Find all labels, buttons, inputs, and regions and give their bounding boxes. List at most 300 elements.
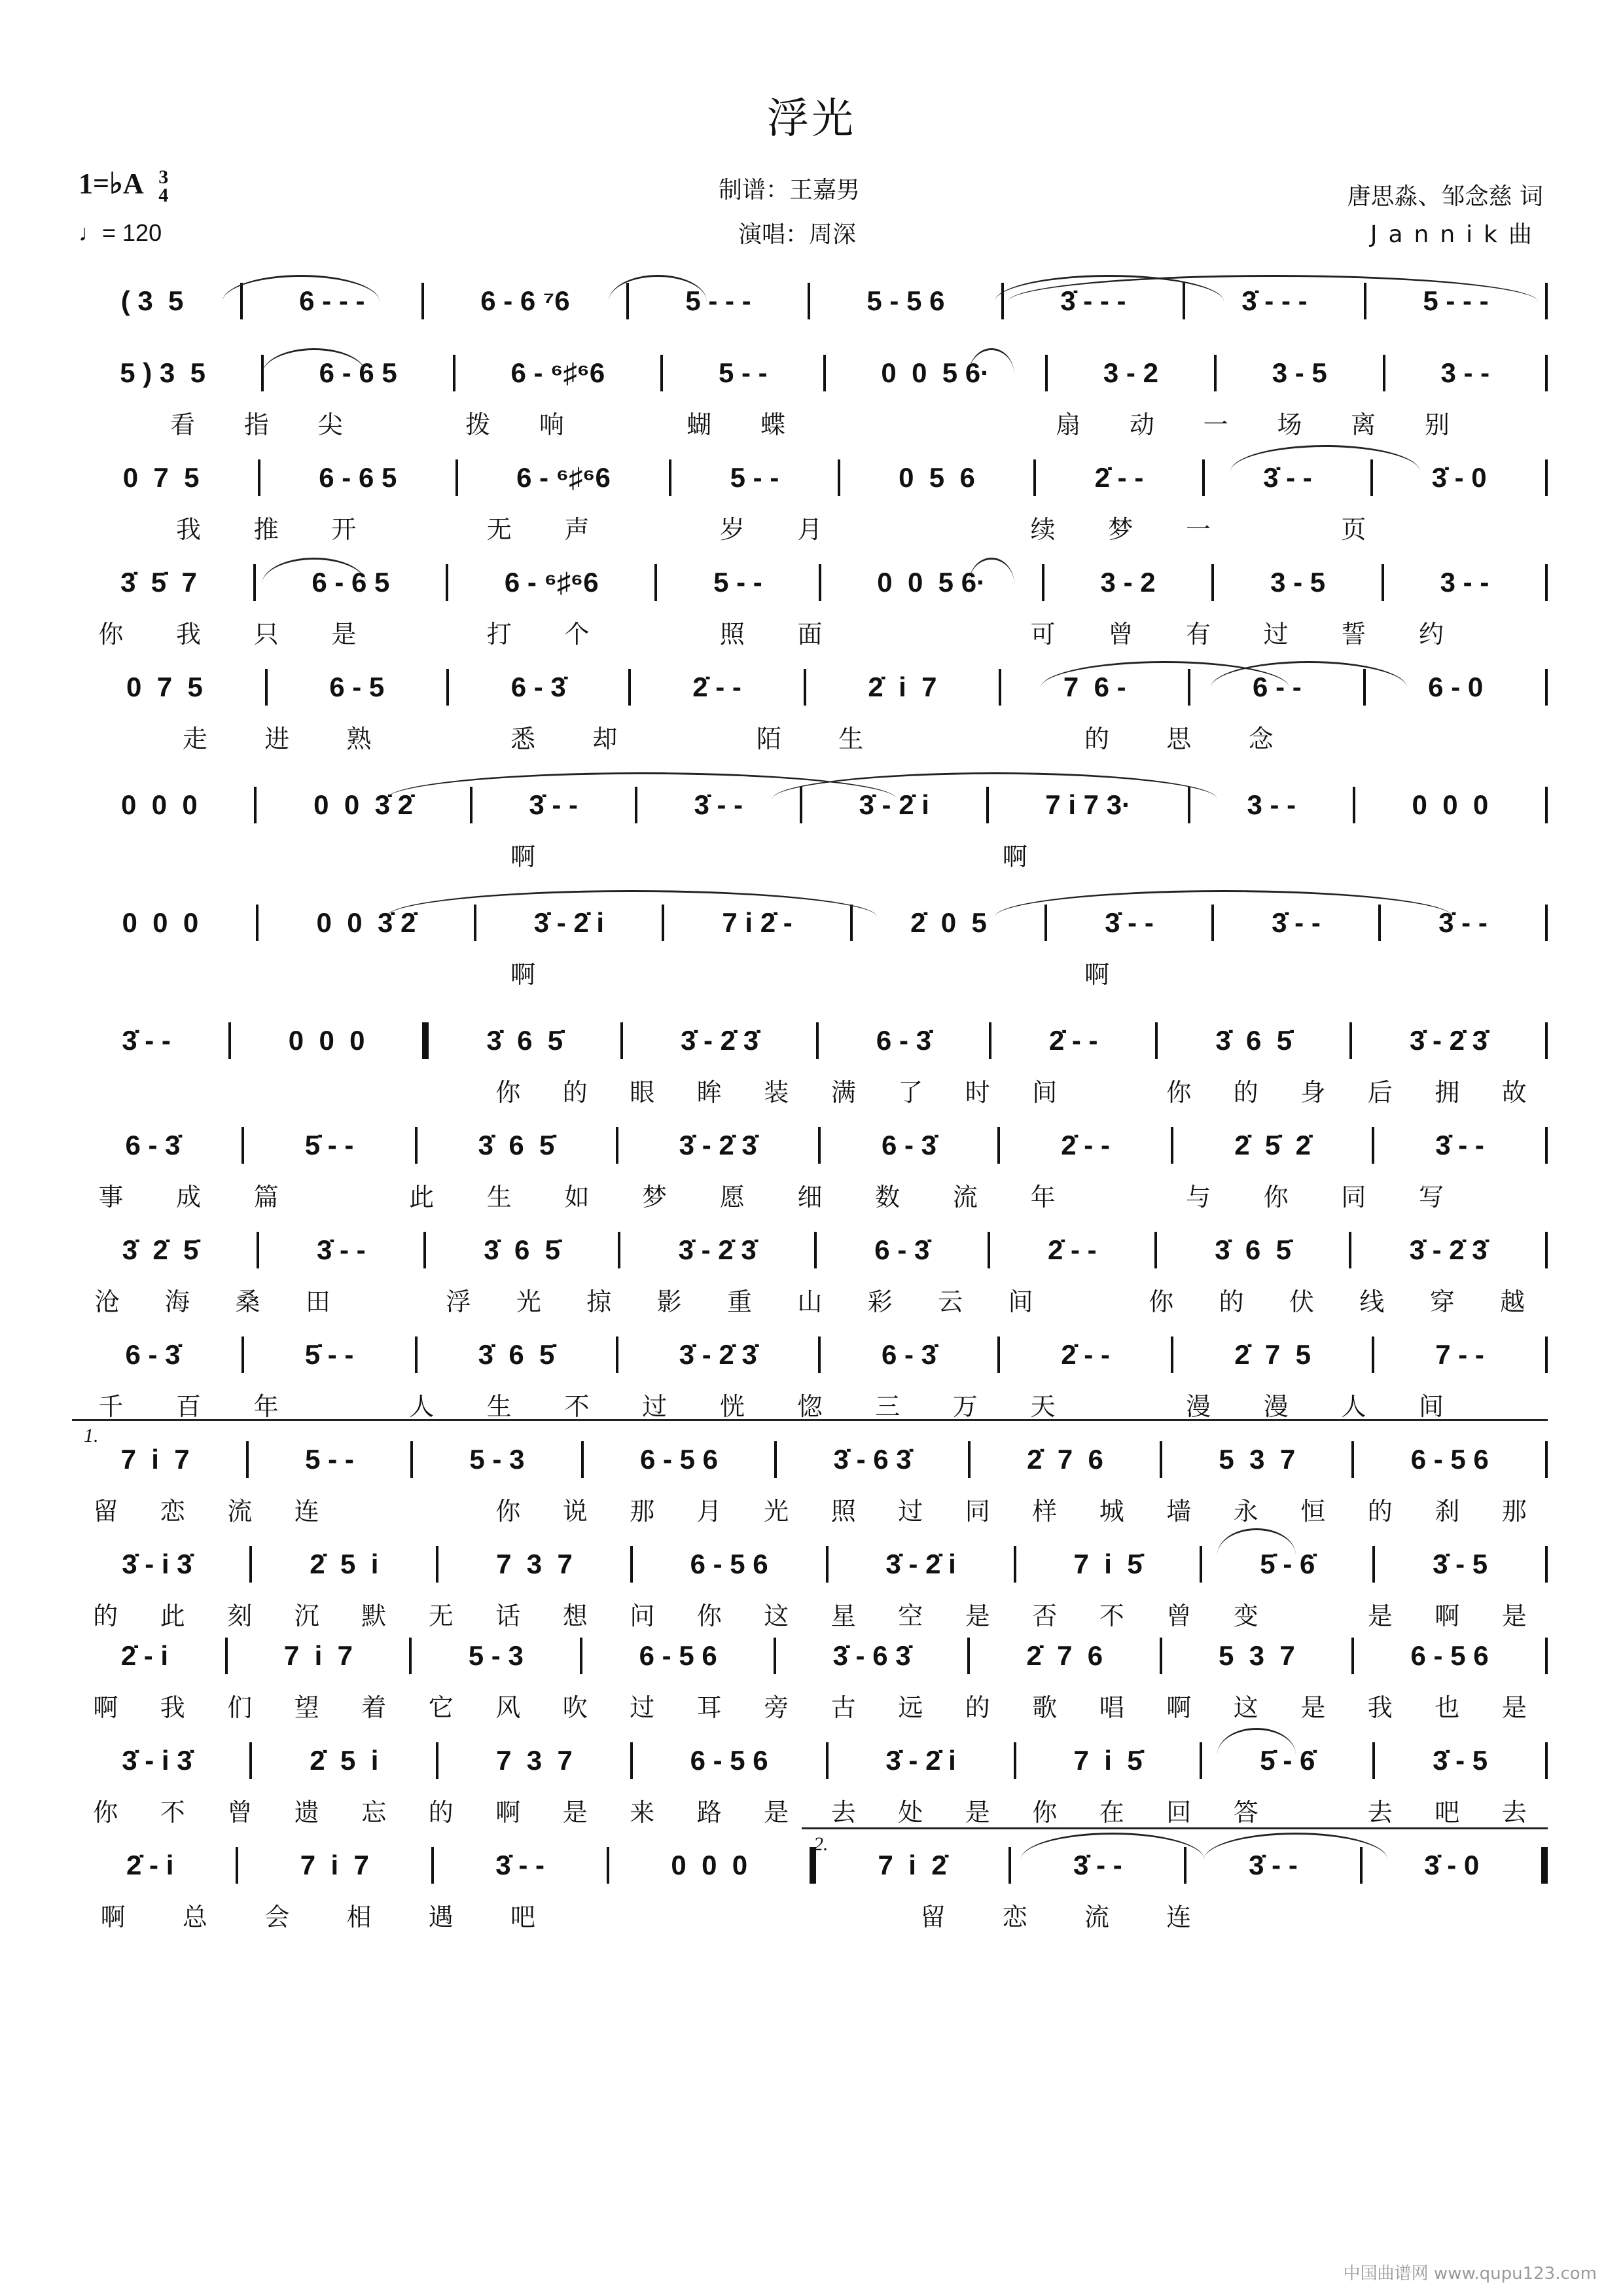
lyric-syllable <box>1393 509 1471 545</box>
lyric-line <box>72 954 1548 990</box>
measure: 2̇ 7 6 <box>1018 1640 1111 1671</box>
key-signature: 1=♭A 3 4 <box>79 166 169 206</box>
measure: 3̇ - - <box>1431 907 1495 938</box>
lyric-syllable: 着 <box>361 1693 387 1722</box>
measure: 2̇ i 7 <box>860 672 945 702</box>
lyric-syllable: 恒 <box>1300 1497 1326 1526</box>
lyric-syllable <box>367 404 441 440</box>
slur-mark <box>1021 1833 1204 1859</box>
lyric-syllable <box>883 404 957 440</box>
lyric-syllable: 的 <box>965 1693 990 1722</box>
lyric-syllable: 无 <box>486 515 512 544</box>
lyric-syllable <box>1220 954 1302 990</box>
lyric-syllable <box>616 509 694 545</box>
lyric-syllable: 穿 <box>1429 1287 1455 1316</box>
measure: 0 0 3̇ 2̇ <box>306 789 421 820</box>
lyric-syllable: 是 <box>1501 1693 1527 1722</box>
lyric-syllable: 我 <box>160 1693 185 1722</box>
lyric-line <box>72 836 1548 872</box>
lyric-syllable <box>72 836 154 872</box>
lyric-syllable: 我 <box>1367 1693 1393 1722</box>
lyric-syllable: 年 <box>1030 1183 1056 1211</box>
measure: 0 0 5 6· <box>873 357 997 388</box>
slur-mark <box>223 275 380 302</box>
first-ending-bracket <box>72 1419 1548 1446</box>
lyric-syllable: 扇 <box>1056 410 1081 439</box>
slur-mark <box>969 348 1014 375</box>
slur-mark <box>1217 1528 1296 1555</box>
lyric-syllable: 间 <box>1419 1392 1444 1421</box>
lyric-syllable <box>408 1072 475 1108</box>
lyric-syllable: 间 <box>1032 1078 1058 1107</box>
lyric-syllable <box>1384 836 1466 872</box>
measure: 5 3 7 <box>1211 1444 1303 1475</box>
lyric-syllable: 它 <box>428 1693 454 1722</box>
lyric-syllable: 吹 <box>562 1693 588 1722</box>
lyric-syllable: 样 <box>1032 1497 1058 1526</box>
lyric-syllable: 后 <box>1367 1078 1393 1107</box>
lyric-line <box>72 1897 1548 1933</box>
lyric-syllable: 无 <box>428 1602 454 1630</box>
lyric-syllable <box>1056 836 1137 872</box>
lyric-syllable: 流 <box>227 1497 253 1526</box>
measure: 6 - ⁶♯⁶6 <box>497 567 607 598</box>
lyric-syllable <box>1470 509 1548 545</box>
lyric-syllable <box>564 836 646 872</box>
measure: 5̇ - 6̇ <box>1252 1549 1323 1579</box>
lyric-syllable: 远 <box>898 1693 923 1722</box>
measure: 3̇ - - <box>1264 907 1329 938</box>
bar-line <box>1545 1127 1548 1164</box>
bar-line <box>1545 1336 1548 1373</box>
bar-line <box>1545 1232 1548 1268</box>
lyric-line <box>72 1491 1548 1527</box>
lyric-syllable: 啊 <box>510 842 536 871</box>
lyric-syllable: 彩 <box>867 1287 893 1316</box>
lyric-syllable: 去 <box>1501 1798 1527 1827</box>
lyric-syllable <box>400 954 482 990</box>
measure: 0 5 6 <box>891 462 983 493</box>
bar-line <box>1545 905 1548 941</box>
lyric-syllable: 续 <box>1030 515 1056 544</box>
measure: 7 3 7 <box>488 1549 580 1579</box>
lyric-syllable <box>72 1072 139 1108</box>
slur-mark <box>262 348 366 375</box>
lyric-syllable: 写 <box>1419 1183 1444 1211</box>
measure: 5̇ - 6̇ <box>1252 1745 1323 1776</box>
lyric-syllable: 啊 <box>100 1903 126 1931</box>
measure: 5 - - <box>722 462 787 493</box>
lyric-line <box>72 614 1548 650</box>
lyric-syllable: 也 <box>1435 1693 1460 1722</box>
lyric-syllable: 熟 <box>346 725 372 753</box>
lyric-syllable: 在 <box>1099 1798 1124 1827</box>
lyric-syllable: 是 <box>764 1798 789 1827</box>
measure: 6 - 3̇ <box>125 1339 188 1370</box>
lyric-syllable: 是 <box>1367 1602 1393 1630</box>
lyric-syllable: 拥 <box>1435 1078 1460 1107</box>
slur-mark <box>969 558 1014 584</box>
lyric-syllable <box>892 836 974 872</box>
lyric-syllable <box>383 614 461 650</box>
lyric-syllable <box>1466 1897 1548 1933</box>
lyric-syllable: 吧 <box>510 1903 536 1931</box>
lyric-syllable <box>588 404 662 440</box>
lyric-syllable: 吧 <box>1435 1798 1460 1827</box>
lyric-syllable: 愿 <box>719 1183 745 1211</box>
lyric-syllable: 漫 <box>1263 1392 1289 1421</box>
lyric-syllable <box>1384 1897 1466 1933</box>
lyric-syllable: 问 <box>630 1602 655 1630</box>
lyric-syllable: 面 <box>797 620 823 649</box>
lyric-syllable: 声 <box>564 515 590 544</box>
notation-line <box>72 1440 1548 1479</box>
lyric-syllable: 恍 <box>719 1392 745 1421</box>
measure: 3 - 2 <box>1096 357 1166 388</box>
lyric-syllable <box>72 404 146 440</box>
measure: 6 - ⁶♯⁶6 <box>503 357 613 388</box>
measure: 5̇ - - <box>297 1339 362 1370</box>
lyric-syllable: 会 <box>264 1903 290 1931</box>
lyric-syllable: 我 <box>176 620 202 649</box>
measure: 7 - - <box>1427 1339 1492 1370</box>
measure: 3 - 5 <box>1264 357 1335 388</box>
lyric-syllable <box>305 1386 383 1422</box>
slur-mark <box>1204 1833 1387 1859</box>
measure: 3̇ - 5 <box>1425 1549 1495 1579</box>
measure: 7 3 7 <box>488 1745 580 1776</box>
lyric-syllable: 你 <box>1166 1078 1192 1107</box>
lyric-syllable: 细 <box>797 1183 823 1211</box>
measure: 3̇ - - <box>521 789 586 820</box>
lyric-syllable <box>1466 836 1548 872</box>
lyric-syllable: 耳 <box>696 1693 722 1722</box>
measure: 3̇ - 0 <box>1416 1850 1487 1880</box>
lyric-syllable: 忘 <box>361 1798 387 1827</box>
lyric-syllable: 事 <box>98 1183 124 1211</box>
lyric-syllable <box>383 509 461 545</box>
lyric-syllable: 云 <box>938 1287 963 1316</box>
measure: 7 6 - <box>1056 672 1134 702</box>
slur-mark <box>1217 1728 1296 1755</box>
lyric-syllable <box>318 954 400 990</box>
measure: 3̇ - 5 <box>1425 1745 1495 1776</box>
bar-line <box>1541 1847 1548 1884</box>
lyric-syllable: 只 <box>253 620 279 649</box>
measure: 5 - 3 <box>461 1640 531 1671</box>
measure: 2̇ - i <box>120 1640 176 1671</box>
measure: 6 - 6 ⁷6 <box>473 285 578 316</box>
lyric-syllable: 你 <box>1263 1183 1289 1211</box>
lyric-syllable <box>154 954 236 990</box>
lyric-syllable: 百 <box>176 1392 202 1421</box>
measure: 3̇ - - <box>1097 907 1162 938</box>
lyric-syllable: 去 <box>1367 1798 1393 1827</box>
lyric-syllable <box>340 1491 408 1527</box>
measure: 3̇ - 2̇ i <box>878 1745 964 1776</box>
site-watermark: 中国曲谱网 www.qupu123.com <box>1343 2264 1597 2284</box>
measure: 6 - 6 5 <box>312 357 405 388</box>
lyric-syllable <box>1302 1897 1383 1933</box>
measure: 6 - 3̇ <box>874 1339 944 1370</box>
lyric-syllable <box>974 954 1056 990</box>
measure: 3̇ 6 5̇ <box>471 1339 563 1370</box>
singer-credit: 演唱：周深 <box>738 221 857 248</box>
measure: 3 - 5 <box>1262 567 1333 598</box>
measure: 6 - 3̇ <box>503 672 574 702</box>
lyric-syllable <box>849 614 927 650</box>
lyric-syllable <box>1079 1072 1146 1108</box>
lyric-syllable: 变 <box>1233 1602 1258 1630</box>
measure: 0 0 0 <box>663 1850 755 1880</box>
lyric-line <box>72 1687 1548 1723</box>
lyric-syllable <box>1082 1177 1160 1213</box>
lyric-syllable: 总 <box>182 1903 207 1931</box>
measure: 6 - 3̇ <box>866 1234 938 1265</box>
slur-mark <box>1211 661 1407 688</box>
lyric-syllable <box>1474 404 1548 440</box>
lyric-syllable: 去 <box>830 1798 856 1827</box>
lyric-syllable: 沧 <box>94 1287 120 1316</box>
lyric-syllable: 的 <box>1084 725 1110 753</box>
measure: 7 i 5̇ <box>1065 1549 1150 1579</box>
measure: 3̇ 6 5̇ <box>478 1025 571 1056</box>
time-signature: 3 4 <box>158 166 169 206</box>
lyric-syllable: 悉 <box>510 725 536 753</box>
lyric-syllable <box>1220 1897 1302 1933</box>
measure: 6 - 5 6 <box>682 1745 776 1776</box>
lyric-syllable: 山 <box>797 1287 823 1316</box>
measure: 3̇ - 6 3̇ <box>825 1640 919 1671</box>
lyric-syllable: 默 <box>361 1602 387 1630</box>
measure: 2̇ - i <box>126 1850 182 1880</box>
measure: 2̇ - - <box>685 672 749 702</box>
lyric-syllable: 遗 <box>294 1798 319 1827</box>
lyric-line <box>72 1282 1548 1318</box>
lyric-syllable: 是 <box>965 1798 990 1827</box>
lyric-syllable: 如 <box>564 1183 590 1211</box>
lyric-syllable: 推 <box>253 515 279 544</box>
bar-line <box>1545 1441 1548 1478</box>
lyric-syllable: 漫 <box>1185 1392 1211 1421</box>
lyric-syllable: 你 <box>1032 1798 1058 1827</box>
lyric-syllable: 誓 <box>1341 620 1366 649</box>
lyric-syllable <box>1220 836 1302 872</box>
lyric-syllable: 星 <box>830 1602 856 1630</box>
measure: 6 - 0 <box>1420 672 1491 702</box>
lyric-syllable <box>400 719 482 755</box>
lyric-syllable: 蝴 <box>687 410 712 439</box>
lyric-syllable: 啊 <box>1166 1693 1192 1722</box>
lyric-syllable: 过 <box>898 1497 923 1526</box>
lyric-line <box>72 1386 1548 1422</box>
lyric-syllable <box>1302 719 1383 755</box>
measure: 3̇ - - <box>1255 462 1320 493</box>
measure: 3̇ - - <box>1241 1850 1306 1880</box>
lyric-syllable: 此 <box>409 1183 435 1211</box>
measure: 5 3 7 <box>1211 1640 1303 1671</box>
measure: 3̇ - - <box>1427 1130 1492 1160</box>
lyric-syllable: 陌 <box>756 725 781 753</box>
bar-line <box>1545 669 1548 706</box>
lyric-syllable: 啊 <box>510 960 536 989</box>
measure: 0 0 0 <box>122 907 206 938</box>
lyric-syllable: 曾 <box>227 1798 253 1827</box>
measure: 6 - 5 <box>321 672 392 702</box>
lyric-syllable: 你 <box>98 620 124 649</box>
lyric-syllable: 天 <box>1030 1392 1056 1421</box>
notation-line <box>72 1021 1548 1060</box>
lyric-syllable: 是 <box>1501 1602 1527 1630</box>
lyric-syllable: 生 <box>486 1183 512 1211</box>
transcriber-credit: 制谱：王嘉男 <box>719 177 861 204</box>
lyric-syllable: 啊 <box>1435 1602 1460 1630</box>
lyric-syllable: 是 <box>1300 1693 1326 1722</box>
lyric-line <box>72 1072 1548 1108</box>
lyric-syllable: 的 <box>1219 1287 1244 1316</box>
measure: 0 0 0 <box>121 789 205 820</box>
lyric-syllable: 连 <box>294 1497 319 1526</box>
lyric-syllable: 的 <box>93 1602 118 1630</box>
measure: 6 - 5 6 <box>1402 1640 1497 1671</box>
lyric-syllable: 梦 <box>1108 515 1133 544</box>
lyric-line <box>72 719 1548 755</box>
lyric-syllable <box>892 719 974 755</box>
lyric-syllable <box>646 954 728 990</box>
measure: 3̇ 6 5̇ <box>471 1130 563 1160</box>
measure: 5 - - - <box>677 285 759 316</box>
lyric-syllable <box>1138 954 1220 990</box>
measure: 7 i 7 <box>293 1850 377 1880</box>
lyric-syllable: 梦 <box>642 1183 668 1211</box>
measure: 5 - - <box>705 567 770 598</box>
bar-line <box>1545 564 1548 601</box>
lyric-syllable <box>1237 509 1315 545</box>
slur-mark <box>1230 445 1420 472</box>
measure: 2̇ 5 i <box>302 1745 387 1776</box>
notation-line <box>72 1230 1548 1270</box>
measure: 6 - - <box>1245 672 1310 702</box>
lyric-syllable <box>646 719 728 755</box>
lyric-syllable: 流 <box>1084 1903 1110 1931</box>
lyric-syllable: 拨 <box>465 410 491 439</box>
measure: 6 - 3̇ <box>125 1130 188 1160</box>
lyric-syllable: 留 <box>920 1903 946 1931</box>
lyric-line <box>72 1177 1548 1213</box>
lyric-syllable: 成 <box>176 1183 202 1211</box>
measure: 3̇ - - <box>309 1234 374 1265</box>
lyric-syllable <box>408 1491 475 1527</box>
lyric-syllable: 过 <box>1263 620 1289 649</box>
measure: 2̇ 7 5 <box>1226 1339 1319 1370</box>
lyric-line <box>72 1596 1548 1632</box>
lyric-syllable: 影 <box>656 1287 682 1316</box>
lyric-syllable: 掠 <box>586 1287 612 1316</box>
measure: 3 - 2 <box>1092 567 1164 598</box>
lyric-syllable: 遇 <box>428 1903 454 1931</box>
lyric-syllable <box>1470 614 1548 650</box>
bar-line <box>1545 1546 1548 1583</box>
lyric-syllable: 线 <box>1359 1287 1385 1316</box>
lyric-syllable <box>236 954 318 990</box>
lyric-syllable <box>1470 1177 1548 1213</box>
tempo-marking: ♩= 120 <box>79 219 162 246</box>
lyric-syllable: 是 <box>562 1798 588 1827</box>
measure: 6 - 5 6 <box>1403 1444 1497 1475</box>
measure: 7 i 7 <box>120 1444 198 1475</box>
lyric-syllable: 看 <box>170 410 196 439</box>
bar-line <box>422 1022 429 1059</box>
lyric-syllable: 永 <box>1233 1497 1258 1526</box>
lyric-syllable: 万 <box>952 1392 978 1421</box>
lyric-syllable: 伏 <box>1289 1287 1315 1316</box>
lyric-syllable <box>1138 836 1220 872</box>
measure: 6 - ⁶♯⁶6 <box>508 462 618 493</box>
measure: 3̇ - i 3̇ <box>122 1745 200 1776</box>
lyric-syllable: 连 <box>1166 1903 1192 1931</box>
lyric-syllable: 话 <box>495 1602 521 1630</box>
measure: 3̇ - - <box>122 1025 179 1056</box>
measure: 3̇ - - - <box>1234 285 1315 316</box>
lyric-syllable: 是 <box>965 1602 990 1630</box>
measure: 2̇ - - <box>1040 1234 1105 1265</box>
lyric-syllable: 相 <box>346 1903 372 1931</box>
lyric-syllable: 否 <box>1032 1602 1058 1630</box>
first-ending-label: 1. <box>84 1425 99 1446</box>
lyric-syllable <box>72 719 154 755</box>
lyric-syllable <box>1384 954 1466 990</box>
lyric-syllable: 眸 <box>696 1078 722 1107</box>
lyric-syllable: 有 <box>1185 620 1211 649</box>
measure: 3̇ - - - <box>1052 285 1134 316</box>
lyric-syllable: 空 <box>898 1602 923 1630</box>
lyric-syllable: 离 <box>1351 410 1376 439</box>
lyric-syllable: 曾 <box>1108 620 1133 649</box>
lyric-syllable: 过 <box>642 1392 668 1421</box>
measure: 5 ) 3 5 <box>120 357 213 388</box>
lyric-syllable: 人 <box>1341 1392 1366 1421</box>
measure: 3̇ - 2̇ i <box>878 1549 964 1579</box>
lyric-syllable: 却 <box>592 725 618 753</box>
lyric-syllable: 你 <box>93 1798 118 1827</box>
measure: 2̇ - - <box>1041 1025 1106 1056</box>
lyric-syllable: 照 <box>830 1497 856 1526</box>
slur-mark <box>262 558 366 584</box>
measure: 5 - 5 6 <box>859 285 953 316</box>
measure: 3̇ - 2̇ 3̇ <box>671 1130 765 1160</box>
slur-mark <box>772 772 1217 799</box>
lyric-syllable: 此 <box>160 1602 185 1630</box>
bar-line <box>1545 355 1548 391</box>
lyric-syllable <box>646 1897 728 1933</box>
lyric-line <box>72 509 1548 545</box>
measure: 3̇ - - <box>686 789 751 820</box>
lyric-syllable <box>810 836 892 872</box>
lyric-syllable <box>1466 954 1548 990</box>
notation-line <box>72 1126 1548 1165</box>
lyric-syllable <box>616 614 694 650</box>
lyric-syllable <box>1302 836 1383 872</box>
measure: 0 0 0 <box>281 1025 373 1056</box>
lyric-syllable <box>139 1072 207 1108</box>
lyric-syllable: 数 <box>875 1183 901 1211</box>
measure: 3̇ - i 3̇ <box>122 1549 200 1579</box>
lyric-syllable: 过 <box>630 1693 655 1722</box>
measure: 3̇ - 2̇ 3̇ <box>1401 1234 1495 1265</box>
lyric-syllable <box>564 1897 646 1933</box>
lyric-syllable: 不 <box>1099 1602 1124 1630</box>
lyric-syllable: 了 <box>898 1078 923 1107</box>
